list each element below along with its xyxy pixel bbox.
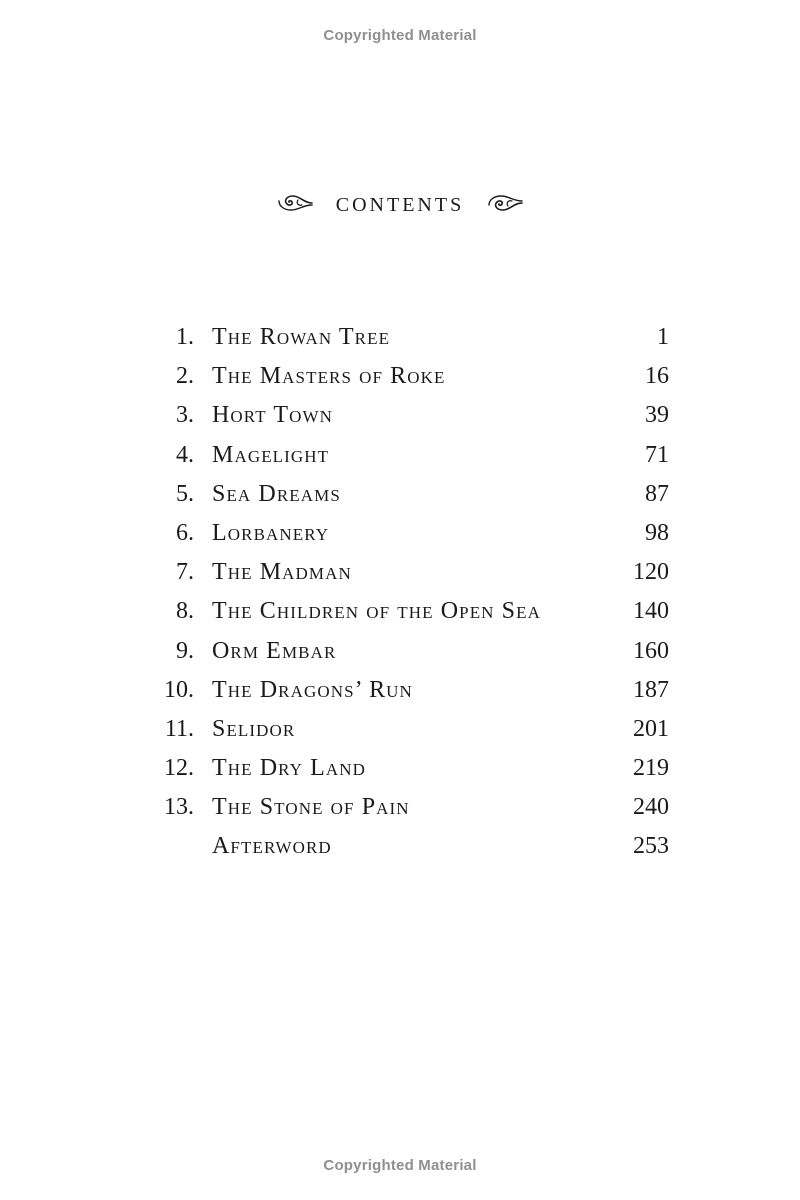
page-number: 253 [633, 833, 669, 860]
swirl-ornament-left-icon [276, 192, 314, 214]
contents-heading [0, 186, 800, 220]
page-number: 1 [657, 324, 669, 350]
page-number: 187 [633, 676, 669, 703]
chapter-title: Afterword [212, 833, 332, 860]
chapter-number: 12. [164, 755, 194, 782]
toc-entry[interactable] [0, 553, 800, 592]
chapter-title: The Madman [212, 559, 352, 586]
chapter-number: 6. [176, 519, 194, 546]
toc-entry[interactable] [0, 710, 800, 749]
swirl-ornament-right-icon [486, 192, 524, 214]
chapter-title: Lorbanery [212, 519, 330, 546]
chapter-title: The Rowan Tree [212, 324, 391, 350]
page-number: 39 [645, 402, 669, 429]
page-number: 16 [645, 363, 669, 390]
toc-entry[interactable] [0, 475, 800, 514]
page-number: 71 [645, 441, 669, 468]
chapter-number: 5. [176, 480, 194, 507]
chapter-title: The Dry Land [212, 755, 367, 782]
page-number: 140 [633, 598, 669, 625]
chapter-title: Selidor [212, 715, 296, 742]
chapter-number: 8. [176, 598, 194, 625]
chapter-title: Hort Town [212, 402, 334, 429]
toc-entry[interactable] [0, 749, 800, 788]
page-number: 201 [633, 715, 669, 742]
page-title: contents [335, 187, 465, 218]
toc-entry[interactable] [0, 396, 800, 435]
toc-entry[interactable] [0, 318, 800, 357]
chapter-title: Magelight [212, 441, 330, 468]
chapter-title: The Children of the Open Sea [212, 598, 541, 625]
page-number: 219 [633, 755, 669, 782]
chapter-number: 1. [176, 324, 194, 350]
chapter-number: 7. [176, 559, 194, 586]
toc-entry[interactable] [0, 436, 800, 475]
chapter-number: 2. [176, 363, 194, 390]
chapter-title: The Masters of Roke [212, 363, 446, 390]
chapter-title: Sea Dreams [212, 480, 341, 507]
toc-entry[interactable] [0, 671, 800, 710]
table-of-contents [0, 318, 800, 867]
page-number: 160 [633, 637, 669, 664]
chapter-number: 9. [176, 637, 194, 664]
toc-entry[interactable] [0, 632, 800, 671]
chapter-title: Orm Embar [212, 637, 337, 664]
page-number: 240 [633, 794, 669, 821]
chapter-number: 3. [176, 402, 194, 429]
toc-entry[interactable] [0, 514, 800, 553]
chapter-title: The Stone of Pain [212, 794, 410, 821]
page-number: 120 [633, 559, 669, 586]
page-number: 98 [645, 519, 669, 546]
watermark-bottom: Copyrighted Material [323, 1157, 477, 1174]
toc-entry[interactable] [0, 827, 800, 866]
chapter-title: The Dragons’ Run [212, 676, 413, 703]
toc-entry[interactable] [0, 788, 800, 827]
toc-entry[interactable] [0, 357, 800, 396]
watermark-top: Copyrighted Material [323, 27, 477, 44]
chapter-number: 11. [164, 715, 194, 742]
toc-entry[interactable] [0, 592, 800, 631]
chapter-number: 10. [164, 676, 194, 703]
chapter-number: 4. [176, 441, 194, 468]
chapter-number: 13. [164, 794, 194, 821]
page-number: 87 [645, 480, 669, 507]
